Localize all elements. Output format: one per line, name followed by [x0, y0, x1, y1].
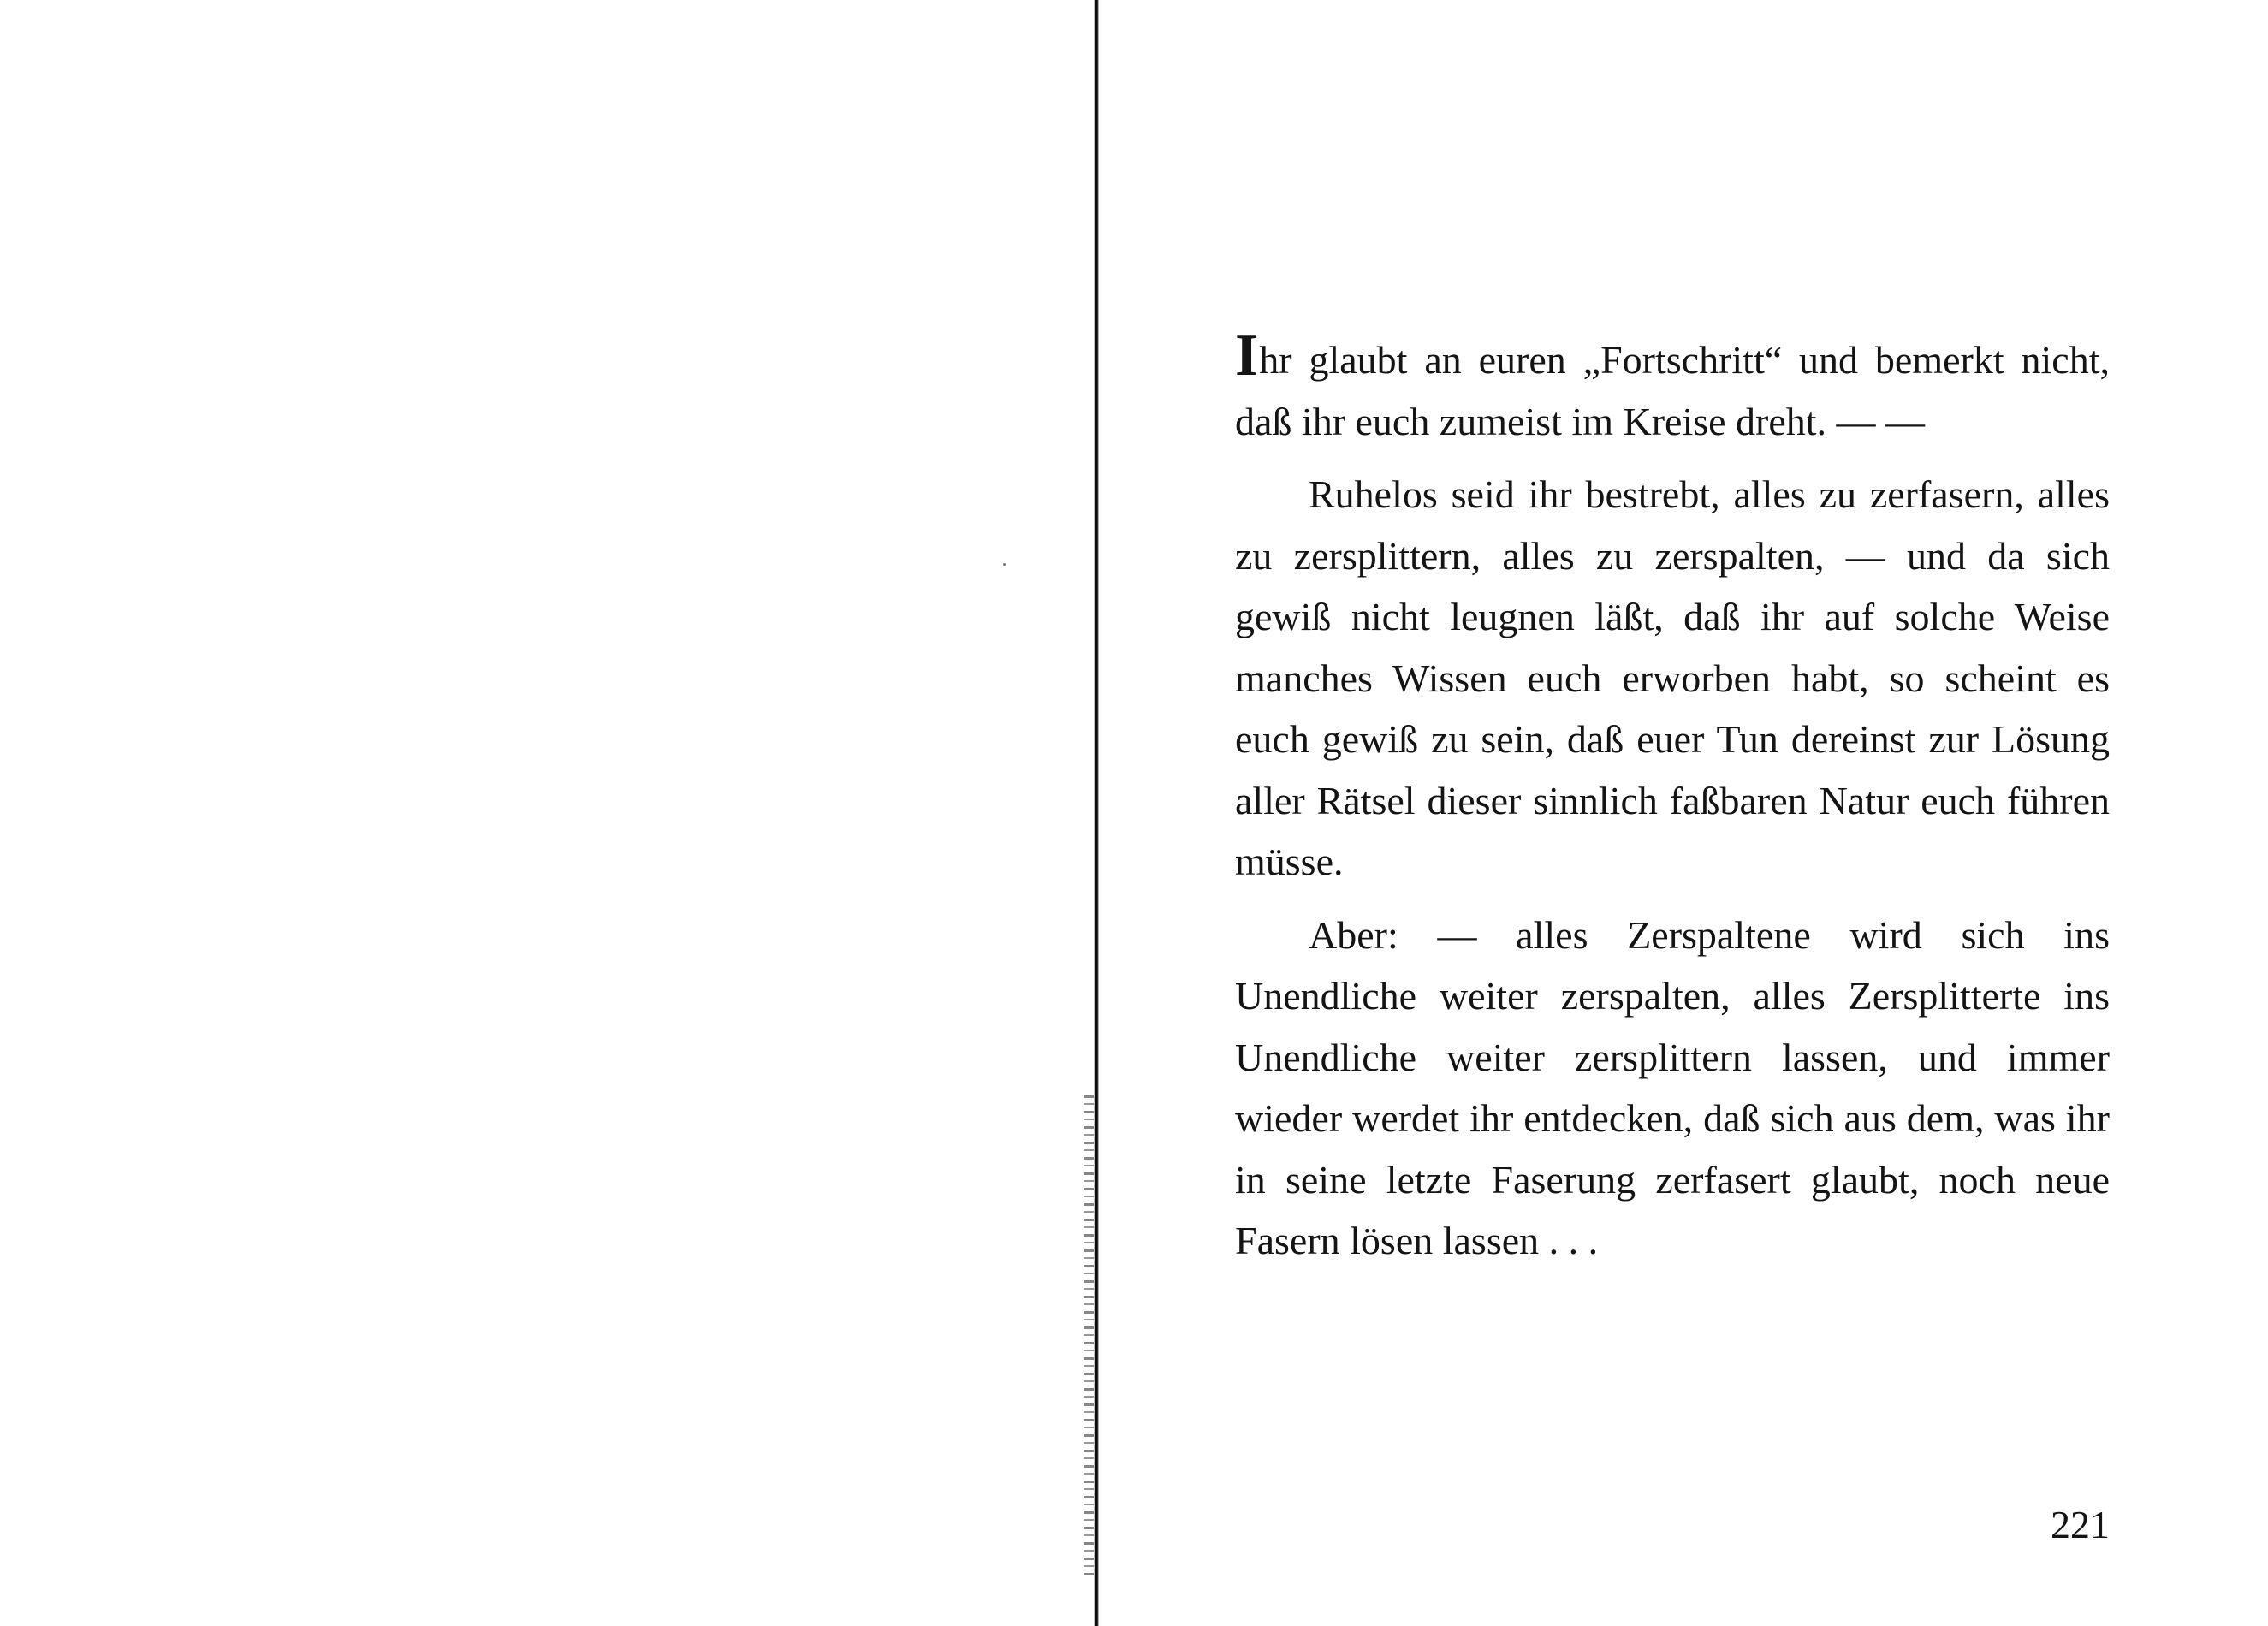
left-page-blank	[0, 0, 1100, 1626]
initial-letter: I	[1235, 323, 1259, 389]
page-number: 221	[2051, 1503, 2110, 1546]
paragraph-1-text: hr glaubt an euren „Fortschritt“ und bemerkt nicht, daß ihr euch zumeist im Kreise dreht. — —	[1235, 338, 2110, 443]
body-text	[1235, 323, 2110, 1284]
paragraph-2: Ruhelos seid ihr bestrebt, alles zu zerfasern, alles zu zersplittern, alles zu zerspalten, — und da sich gewiß nicht leugnen läßt, daß ihr auf solche Weise manches Wissen euch erworben habt, so scheint es euch gewiß zu sein, daß euer Tun dereinst zur Lösung aller Rätsel dieser sinnlich faßbaren Natur euch führen müsse.	[1235, 472, 2110, 883]
paper-speck	[1003, 563, 1006, 566]
book-gutter	[1094, 0, 1099, 1626]
paragraph-1	[1235, 323, 2110, 452]
paragraph-3: Aber: — alles Zerspaltene wird sich ins Unendliche weiter zerspalten, alles Zersplitterte ins Unendliche weiter zersplittern lassen, und immer wieder werdet ihr entdecken, daß sich aus dem, was ihr in seine letzte Faserung zerfasert glaubt, noch neue Fasern lösen lassen . . .	[1235, 912, 2110, 1262]
right-page	[1104, 0, 2268, 1626]
